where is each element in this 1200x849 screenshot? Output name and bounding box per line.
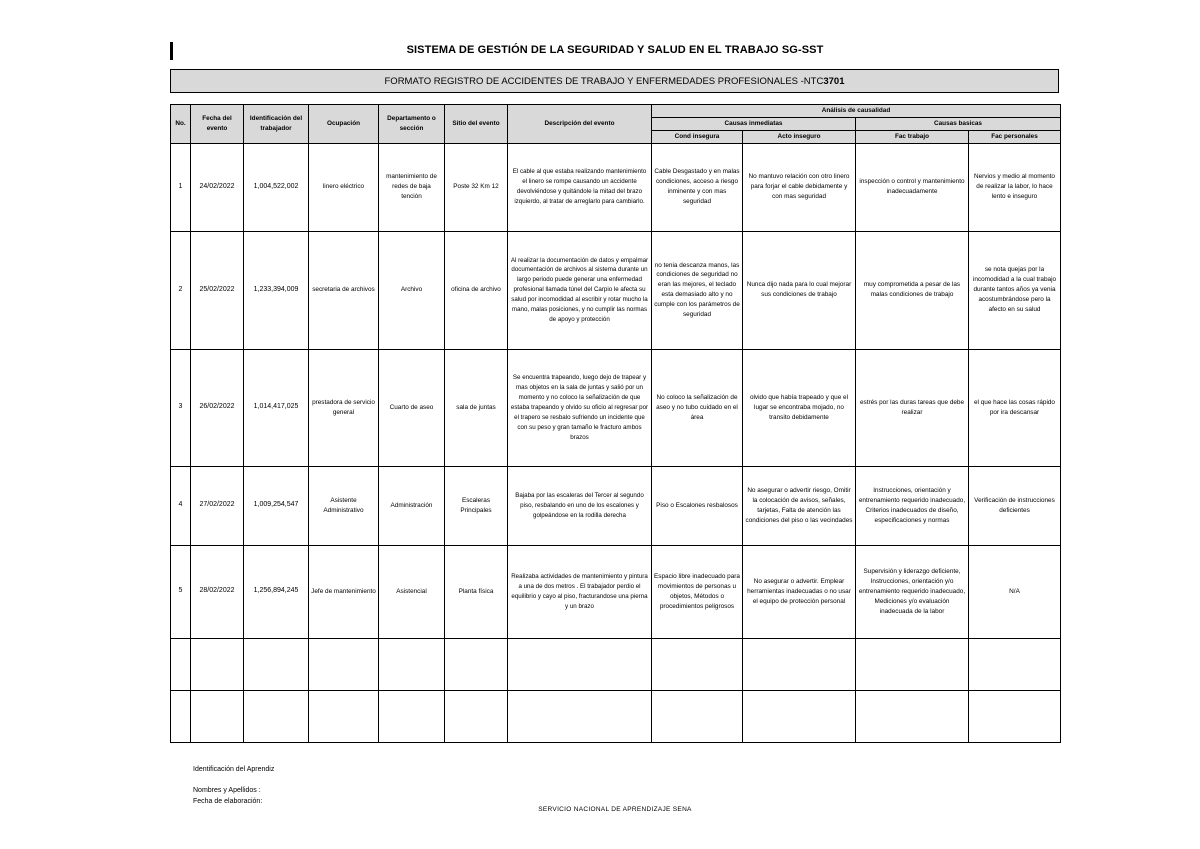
cell-departamento: Cuarto de aseo	[379, 349, 445, 466]
empty-cell[interactable]	[191, 638, 244, 690]
cell-fac-personales: Nervios y medio al momento de realizar la labor, lo hace lento e inseguro	[969, 143, 1061, 231]
empty-cell[interactable]	[743, 638, 856, 690]
banner-code: 3701	[823, 75, 845, 87]
empty-cell[interactable]	[309, 638, 379, 690]
header-fac-trabajo: Fac trabajo	[856, 130, 969, 143]
empty-cell[interactable]	[969, 690, 1061, 742]
cell-ocupacion: secretaria de archivos	[309, 231, 379, 349]
footer-identificacion: Identificación del Aprendiz	[193, 766, 275, 773]
cell-cond-insegura: no tenia descanza manos, las condiciones de seguridad no eran las mejores, el teclado esta demasiado alto y no cumple con los parámetros de seguridad	[652, 231, 743, 349]
cell-descripcion: Al realizar la documentación de datos y empalmar documentación de archivos al sistema durante un largo periodo puede generar una enfermedad profesional llamada túnel del Carpio le afecta su salud por incomodidad al escribir y rotar mucho la mano, malas posiciones, y no cumplir las normas de apoyo y protección	[508, 231, 652, 349]
footer-nombres: Nombres y Apellidos :	[193, 787, 261, 794]
cell-no: 5	[171, 545, 191, 638]
cell-fac-personales: el que hace las cosas rápido por ira descansar	[969, 349, 1061, 466]
header-departamento: Departamento o sección	[379, 105, 445, 144]
cell-ocupacion: Jefe de mantenimiento	[309, 545, 379, 638]
cell-fecha: 24/02/2022	[191, 143, 244, 231]
accident-register-table	[170, 104, 1061, 743]
header-ocupacion: Ocupación	[309, 105, 379, 144]
cell-fac-personales: se nota quejas por la incomodidad a la cual trabajo durante tantos años ya venia acostumbrándose pero la afecto en su salud	[969, 231, 1061, 349]
cell-acto-inseguro: Nunca dijo nada para lo cual mejorar sus condiciones de trabajo	[743, 231, 856, 349]
cell-id: 1,009,254,547	[244, 466, 309, 545]
footer-fecha: Fecha de elaboración:	[193, 798, 263, 805]
cell-ocupacion: linero eléctrico	[309, 143, 379, 231]
empty-cell[interactable]	[379, 638, 445, 690]
table-row-empty	[171, 638, 1061, 690]
cell-id: 1,014,417,025	[244, 349, 309, 466]
cell-fac-trabajo: estrés por las duras tareas que debe realizar	[856, 349, 969, 466]
form-banner	[170, 69, 1059, 93]
cell-acto-inseguro: No mantuvo relación con otro linero para forjar el cable debidamente y con mas seguridad	[743, 143, 856, 231]
cell-cond-insegura: Piso o Escalones resbalosos	[652, 466, 743, 545]
cell-descripcion: Se encuentra trapeando, luego dejo de trapear y mas objetos en la sala de juntas y salió por un momento y no coloco la señalización de que estaba trapeando y olvido su oficio al regresar por el trapero se resbalo sufriendo un incidente que con su peso y gran tamaño le fracturo ambos brazos	[508, 349, 652, 466]
empty-cell[interactable]	[171, 690, 191, 742]
cell-no: 2	[171, 231, 191, 349]
empty-cell[interactable]	[743, 690, 856, 742]
header-analisis: Análisis de causalidad	[652, 105, 1061, 118]
header-cond-insegura: Cond insegura	[652, 130, 743, 143]
empty-cell[interactable]	[244, 690, 309, 742]
cell-departamento: Archivo	[379, 231, 445, 349]
table-row	[171, 143, 1061, 231]
page-title: SISTEMA DE GESTIÓN DE LA SEGURIDAD Y SALUD EN EL TRABAJO SG-SST	[406, 44, 824, 56]
header-causas-inmediatas: Causas inmediatas	[652, 117, 856, 130]
cell-fac-trabajo: Instrucciones, orientación y entrenamiento requerido inadecuado, Criterios inadecuados de diseño, especificaciones y normas	[856, 466, 969, 545]
table-row-empty	[171, 690, 1061, 742]
header-fecha: Fecha del evento	[191, 105, 244, 144]
empty-cell[interactable]	[508, 638, 652, 690]
footer-institution: SERVICIO NACIONAL DE APRENDIZAJE SENA	[538, 806, 692, 813]
cell-fecha: 27/02/2022	[191, 466, 244, 545]
cell-cond-insegura: Espacio libre inadecuado para movimientos de personas u objetos, Métodos o procedimientos peligrosos	[652, 545, 743, 638]
empty-cell[interactable]	[191, 690, 244, 742]
table-row	[171, 231, 1061, 349]
cell-sitio: oficina de archivo	[445, 231, 508, 349]
cell-acto-inseguro: No asegurar o advertir. Emplear herramientas inadecuadas o no usar el equipo de protección personal	[743, 545, 856, 638]
empty-cell[interactable]	[856, 690, 969, 742]
cell-cond-insegura: Cable Desgastado y en malas condiciones, acceso a riesgo inminente y con mas seguridad	[652, 143, 743, 231]
empty-cell[interactable]	[652, 638, 743, 690]
cell-fecha: 25/02/2022	[191, 231, 244, 349]
cell-id: 1,004,522,002	[244, 143, 309, 231]
empty-cell[interactable]	[856, 638, 969, 690]
cell-no: 3	[171, 349, 191, 466]
cell-fac-personales: N/A	[969, 545, 1061, 638]
cell-id: 1,233,394,009	[244, 231, 309, 349]
empty-cell[interactable]	[445, 638, 508, 690]
cell-fac-trabajo: muy comprometida a pesar de las malas condiciones de trabajo	[856, 231, 969, 349]
cell-ocupacion: prestadora de servicio general	[309, 349, 379, 466]
cell-departamento: mantenimiento de redes de baja tención	[379, 143, 445, 231]
banner-text: FORMATO REGISTRO DE ACCIDENTES DE TRABAJO Y ENFERMEDADES PROFESIONALES -NTC	[384, 75, 824, 87]
empty-cell[interactable]	[445, 690, 508, 742]
header-descripcion: Descripción del evento	[508, 105, 652, 144]
cell-acto-inseguro: No asegurar o advertir riesgo, Omitir la colocación de avisos, señales, tarjetas, Falta de atención las condiciones del piso o las vecindades	[743, 466, 856, 545]
cell-fecha: 26/02/2022	[191, 349, 244, 466]
table-row	[171, 545, 1061, 638]
empty-cell[interactable]	[171, 638, 191, 690]
empty-cell[interactable]	[309, 690, 379, 742]
cell-fac-personales: Verificación de instrucciones deficientes	[969, 466, 1061, 545]
cell-sitio: sala de juntas	[445, 349, 508, 466]
cell-id: 1,256,894,245	[244, 545, 309, 638]
cell-ocupacion: Asistente Administrativo	[309, 466, 379, 545]
cell-no: 1	[171, 143, 191, 231]
empty-cell[interactable]	[508, 690, 652, 742]
empty-cell[interactable]	[379, 690, 445, 742]
empty-cell[interactable]	[652, 690, 743, 742]
cell-no: 4	[171, 466, 191, 545]
cell-fecha: 28/02/2022	[191, 545, 244, 638]
table-row	[171, 466, 1061, 545]
cell-descripcion: El cable al que estaba realizando mantenimiento el linero se rompe causando un accidente devolviéndose y quitándole la mitad del brazo izquierdo, al tratar de arreglarlo para cambiarlo.	[508, 143, 652, 231]
cell-acto-inseguro: olvido que había trapeado y que el lugar se encontraba mojado, no transito debidamente	[743, 349, 856, 466]
table-row	[171, 349, 1061, 466]
cell-sitio: Planta física	[445, 545, 508, 638]
empty-cell[interactable]	[969, 638, 1061, 690]
cell-cond-insegura: No coloco la señalización de aseo y no tubo cuidado en el área	[652, 349, 743, 466]
header-no: No.	[171, 105, 191, 144]
cell-descripcion: Realizaba actividades de mantenimiento y pintura a una de dos metros . El trabajador perdio el equilibrio y cayo al piso, fracturandose una pierna y un brazo	[508, 545, 652, 638]
cell-departamento: Administración	[379, 466, 445, 545]
header-fac-personales: Fac personales	[969, 130, 1061, 143]
header-acto-inseguro: Acto inseguro	[743, 130, 856, 143]
cell-fac-trabajo: inspección o control y mantenimiento inadecuadamente	[856, 143, 969, 231]
cell-departamento: Asistencial	[379, 545, 445, 638]
empty-cell[interactable]	[244, 638, 309, 690]
header-sitio: Sitio del evento	[445, 105, 508, 144]
cell-fac-trabajo: Supervisión y liderazgo deficiente, Instrucciones, orientación y/o entrenamiento requerido inadecuado, Mediciones y/o evaluación inadecuada de la labor	[856, 545, 969, 638]
header-identificacion: Identificación del trabajador	[244, 105, 309, 144]
cell-descripcion: Bajaba por las escaleras del Tercer al segundo piso, resbalando en uno de los escalones y golpeándose en la rodilla derecha	[508, 466, 652, 545]
cell-sitio: Poste 32 Km 12	[445, 143, 508, 231]
cell-sitio: Escaleras Principales	[445, 466, 508, 545]
header-causas-basicas: Causas basicas	[856, 117, 1061, 130]
